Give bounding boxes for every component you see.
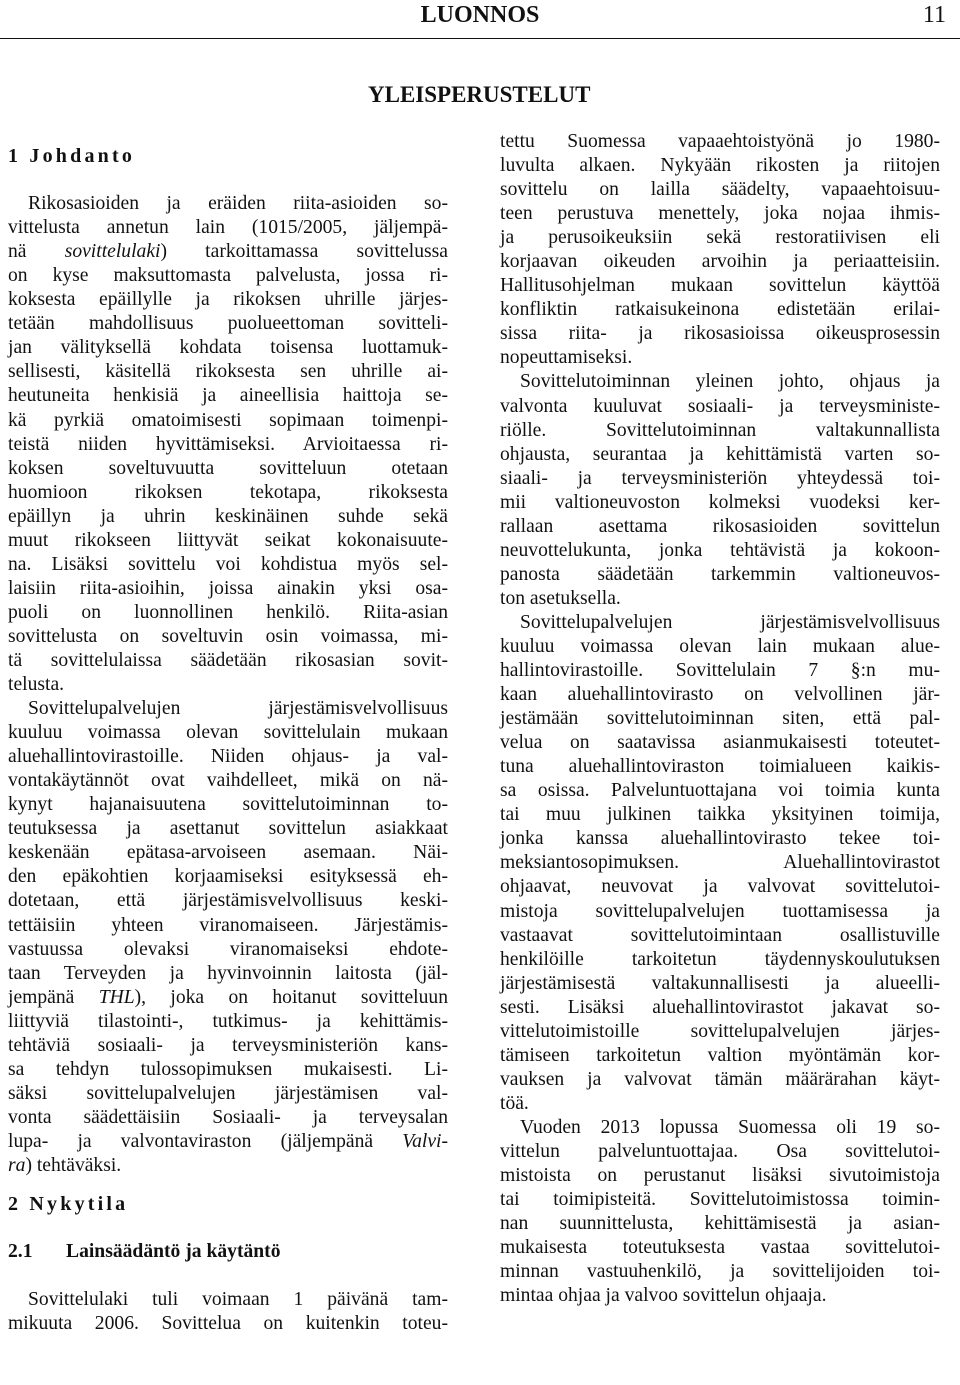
text-line: [500, 659, 940, 683]
text-line: [500, 346, 940, 370]
text-line: [500, 611, 940, 635]
text-segment: laisiin riita-asioihin, joissa ainakin yksi osa-: [8, 577, 448, 599]
text-line: [500, 851, 940, 875]
text-line: [8, 721, 448, 745]
section-heading: YLEISPERUSTELUT: [368, 82, 591, 107]
text-segment: teistä niiden hyvittämiseksi. Arvioitaessa ri-: [8, 433, 448, 455]
text-segment: tämiseen tarkoitetun valtion myöntämän kor-: [500, 1044, 940, 1066]
text-segment: puoli on luonnollinen henkilö. Riita-asian: [8, 601, 448, 623]
spacer: [8, 1178, 448, 1192]
text-line: [500, 1116, 940, 1140]
text-segment: vauksen ja valvovat tämän määrärahan käyt-: [500, 1068, 940, 1090]
text-segment: mistoista on perustanut lisäksi sivutoimistoja: [500, 1165, 940, 1187]
text-segment: nä: [8, 241, 65, 263]
text-segment: rallaan asettama rikosasioiden sovittelun: [500, 515, 940, 537]
text-segment: teen perustuva menettely, joka nojaa ihmis-: [500, 203, 940, 225]
text-line: [500, 491, 940, 515]
text-segment: na. Lisäksi sovittelu voi kohdistua myös sel-: [8, 553, 448, 575]
text-segment: riölle. Sovittelutoiminnan valtakunnallista: [500, 419, 940, 441]
text-segment: telusta.: [8, 674, 65, 696]
text-segment: tä sovittelulaissa säädetään rikosasian sovit-: [8, 649, 448, 671]
text-segment: korjaavan oikeuden arvoihin ja periaatteisiin.: [500, 251, 940, 273]
text-line: [500, 924, 940, 948]
text-line: [8, 817, 448, 841]
text-segment: sissa riita- ja rikosasioissa oikeusprosessin: [500, 323, 940, 345]
text-line: [8, 865, 448, 889]
text-segment: ohjaavat, neuvovat ja valvovat sovittelutoi-: [500, 876, 940, 898]
text-segment: dotetaan, että järjestämisvelvollisuus keski-: [8, 890, 448, 912]
chapter-heading: 2 Nykytila: [8, 1193, 129, 1216]
text-segment: kä pyrkiä omatoimisesti sopimaan toimenpi-: [8, 409, 448, 431]
text-segment: den epäkohtien korjaamiseksi esityksessä eh-: [8, 866, 448, 888]
text-line: [8, 312, 448, 336]
text-segment: ohjausta, seurantaa ja kehittämistä varten so-: [500, 443, 940, 465]
text-segment: vittelusta annetun lain (1015/2005, jäljempä-: [8, 217, 448, 239]
text-segment: tuna aluehallintoviraston toimialueen kaikis-: [500, 756, 940, 778]
text-segment: vastuussa olevaksi viranomaiseksi ehdote-: [8, 938, 448, 960]
text-segment: luvulta alkaen. Nykyään rikosten ja riitojen: [500, 155, 940, 177]
text-segment: nan suunnittelusta, kehittämisestä ja asian-: [500, 1213, 940, 1235]
text-segment: tai toimipisteitä. Sovittelutoimistossa toimin-: [500, 1189, 940, 1211]
text-segment: tettu Suomessa vapaaehtoistyönä jo 1980-: [500, 131, 940, 152]
text-line: [500, 587, 940, 611]
text-segment: neuvottelukunta, jonka tehtävistä ja kokoon-: [500, 539, 940, 561]
text-segment: jonka kanssa aluehallintovirasto tekee toi-: [500, 828, 940, 850]
text-line: [8, 1154, 448, 1178]
text-segment: ), joka on hoitanut sovitteluun: [134, 986, 448, 1008]
text-segment: hallintovirastoille. Sovittelulain 7 §:n mu-: [500, 660, 940, 682]
chapter-heading: 1 Johdanto: [8, 145, 136, 167]
spacer: [8, 1264, 448, 1288]
text-line: [500, 683, 940, 707]
text-segment: ja perusoikeuksiin sekä restoratiivisen eli: [500, 227, 940, 249]
text-segment: vittelutoimistoille sovittelupalvelujen järjes-: [500, 1020, 940, 1042]
text-line: [8, 841, 448, 865]
text-line: [8, 1312, 448, 1336]
text-segment: kuuluu voimassa olevan sovittelulain mukaan: [8, 722, 448, 744]
text-segment: keskenään epätasa-arvoiseen asemaan. Näi-: [8, 842, 448, 864]
text-line: [500, 875, 940, 899]
text-line: [8, 505, 448, 529]
subsection-number: 2.1: [8, 1241, 33, 1263]
text-line: [8, 240, 448, 264]
text-line: [500, 972, 940, 996]
text-line: [500, 563, 940, 587]
text-segment: järjestämisestä valtakunnallisesti ja alueelli-: [500, 972, 940, 994]
text-line: [8, 793, 448, 817]
text-line: [8, 577, 448, 601]
text-segment: Vuoden 2013 lopussa Suomessa oli 19 so-: [520, 1116, 940, 1138]
text-line: [8, 889, 448, 913]
text-segment: henkilöille tarkoitetun täydennyskoulutuksen: [500, 948, 940, 970]
text-segment: aluehallintovirastoille. Niiden ohjaus- ja val-: [8, 746, 448, 768]
text-segment: Rikosasioiden ja eräiden riita-asioiden so-: [28, 193, 448, 215]
text-line: [8, 986, 448, 1010]
text-line: [500, 1068, 940, 1092]
text-segment: mikuuta 2006. Sovittelua on kuitenkin toteu-: [8, 1313, 448, 1335]
text-line: [8, 409, 448, 433]
text-segment: sesti. Lisäksi aluehallintovirastot jakavat so-: [500, 996, 940, 1018]
text-segment: töä.: [500, 1092, 529, 1114]
text-line: [500, 515, 940, 539]
subsection-title: Lainsäädäntö ja käytäntö: [66, 1241, 281, 1263]
text-segment: tehtäviä sosiaali- ja terveysministeriön kans-: [8, 1034, 448, 1056]
text-segment: kuuluu voimassa olevan lain mukaan alue-: [500, 635, 940, 657]
text-line: [500, 1020, 940, 1044]
text-segment: valvonta kuuluvat sosiaali- ja terveysministe-: [500, 395, 940, 417]
text-segment: jempänä: [8, 986, 99, 1008]
text-segment: Sovittelutoiminnan yleinen johto, ohjaus ja: [520, 371, 940, 393]
text-line: [500, 755, 940, 779]
text-segment: epäillyn ja uhrin keskinäinen suhde sekä: [8, 505, 448, 527]
text-segment: vittelun palveluntuottajaa. Osa sovittelutoi-: [500, 1140, 940, 1162]
text-segment: Sovittelulaki tuli voimaan 1 päivänä tam-: [28, 1289, 448, 1311]
text-line: [8, 1288, 448, 1312]
text-segment: teutuksessa ja asettanut sovittelun asiakkaat: [8, 818, 448, 840]
text-segment: kaan aluehallintovirasto on velvollinen jär-: [500, 684, 940, 706]
italic-term: sovittelulaki: [64, 241, 161, 263]
text-line: [500, 539, 940, 563]
text-segment: jan välityksellä kohdata toisensa luottamuk-: [8, 337, 448, 359]
text-segment: tai muu julkinen taikka yksityinen toimija,: [500, 804, 940, 826]
text-line: [8, 1010, 448, 1034]
text-line: [500, 1164, 940, 1188]
text-line: [500, 322, 940, 346]
text-line: [8, 914, 448, 938]
subsection-heading: [8, 1240, 448, 1264]
text-line: [8, 192, 448, 216]
text-line: [500, 635, 940, 659]
spacer: [8, 130, 448, 144]
text-segment: vastaavat sovittelutoimintaan osallistuville: [500, 924, 940, 946]
text-line: [8, 962, 448, 986]
text-line: [8, 1106, 448, 1130]
text-segment: heutuneita henkisiä ja aineellisia haittoja se-: [8, 385, 448, 407]
text-line: [8, 216, 448, 240]
text-line: [500, 1044, 940, 1068]
text-line: [500, 1260, 940, 1284]
text-line: [500, 202, 940, 226]
text-line: [500, 1140, 940, 1164]
text-line: [8, 625, 448, 649]
text-segment: Hallitusohjelman mukaan sovittelun käyttöä: [500, 275, 940, 297]
text-segment: ) tehtäväksi.: [25, 1154, 122, 1176]
text-line: [8, 601, 448, 625]
text-line: [8, 457, 448, 481]
text-line: [8, 1034, 448, 1058]
text-line: [500, 900, 940, 924]
text-line: [500, 996, 940, 1020]
text-segment: koksesta epäillylle ja rikoksen uhrille järjes-: [8, 289, 448, 311]
text-line: [500, 1092, 940, 1116]
text-line: [500, 154, 940, 178]
text-line: [500, 226, 940, 250]
text-segment: sa osissa. Palveluntuottajana voi toimia kunta: [500, 780, 940, 802]
text-line: [500, 948, 940, 972]
text-segment: Sovittelupalvelujen järjestämisvelvollisuus: [520, 611, 940, 633]
text-segment: taan Terveyden ja hyvinvoinnin laitosta (jäl-: [8, 962, 448, 984]
text-segment: kynyt hajanaisuutena sovittelutoiminnan to-: [8, 794, 448, 816]
text-segment: vontakäytännöt ovat vaihdelleet, mikä on nä-: [8, 770, 448, 792]
text-segment: sovittelu on lailla säädelty, vapaaehtoisuu-: [500, 179, 940, 201]
text-segment: vonta säädettäisiin Sosiaali- ja terveysalan: [8, 1106, 448, 1128]
text-line: [8, 745, 448, 769]
text-segment: huomioon rikoksen tekotapa, rikoksesta: [8, 481, 448, 503]
text-segment: ton asetuksella.: [500, 587, 621, 609]
text-segment: koksen soveltuvuutta sovitteluun otetaan: [8, 457, 448, 479]
text-line: [8, 529, 448, 553]
left-text-column: [8, 130, 448, 1336]
text-segment: siaali- ja terveysministeriön yhteydessä toi-: [500, 467, 940, 489]
text-segment: minnan vastuuhenkilö, ja sovittelijoiden toi-: [500, 1261, 940, 1283]
text-segment: sa tehdyn tulossopimuksen mukaisesti. Li-: [8, 1058, 448, 1080]
text-line: [8, 1082, 448, 1106]
text-line: [500, 803, 940, 827]
text-line: [8, 360, 448, 384]
text-segment: ) tarkoittamassa sovittelussa: [160, 241, 448, 263]
text-line: [500, 443, 940, 467]
text-line: [8, 336, 448, 360]
text-line: [500, 1188, 940, 1212]
text-line: [500, 274, 940, 298]
text-line: [500, 298, 940, 322]
text-line: [8, 673, 448, 697]
text-segment: sellisesti, käsitellä rikoksesta sen uhrille ai-: [8, 361, 448, 383]
text-segment: tetään mahdollisuus puolueettoman sovitteli-: [8, 313, 448, 335]
text-line: [500, 178, 940, 202]
text-line: [8, 264, 448, 288]
text-segment: liittyviä tilastointi-, tutkimus- ja kehittämis-: [8, 1010, 448, 1032]
text-line: [8, 649, 448, 673]
text-line: [500, 731, 940, 755]
document-status-label: LUONNOS: [420, 2, 540, 28]
text-segment: nopeuttamiseksi.: [500, 347, 633, 369]
text-segment: mintaa ohjaa ja valvoo sovittelun ohjaaja.: [500, 1285, 827, 1307]
text-line: [8, 769, 448, 793]
italic-term: Valvi-: [402, 1130, 448, 1152]
text-line: [8, 553, 448, 577]
text-line: [500, 395, 940, 419]
text-segment: meksiantosopimuksen. Aluehallintovirastot: [500, 852, 940, 874]
text-segment: mukaisesta toteutuksesta vastaa sovittelutoi-: [500, 1237, 940, 1259]
text-segment: muut rikokseen liittyvät seikat kokonaisuute-: [8, 529, 448, 551]
text-line: [500, 779, 940, 803]
text-line: [8, 697, 448, 721]
spacer: [8, 168, 448, 192]
text-segment: tettäisiin yhteen viranomaiseen. Järjestämis-: [8, 914, 448, 936]
text-segment: mistoja sovittelupalvelujen tuottamisessa ja: [500, 900, 940, 922]
header-divider: [0, 38, 960, 39]
page-number: 11: [922, 2, 946, 28]
text-line: [8, 1130, 448, 1154]
text-line: [8, 938, 448, 962]
right-text-column: [500, 130, 940, 1308]
text-line: [8, 288, 448, 312]
text-line: [500, 467, 940, 491]
text-line: [500, 130, 940, 154]
text-line: [500, 370, 940, 394]
text-line: [8, 1058, 448, 1082]
italic-term: ra: [8, 1154, 26, 1176]
text-line: [8, 481, 448, 505]
text-line: [500, 250, 940, 274]
text-line: [500, 707, 940, 731]
text-line: [500, 1284, 940, 1308]
text-line: [8, 384, 448, 408]
text-segment: jestämään sovittelutoiminnan siten, että pal-: [500, 708, 940, 730]
text-segment: Sovittelupalvelujen järjestämisvelvollisuus: [28, 698, 448, 720]
text-segment: konfliktin ratkaisukeinona edistetään erilai-: [500, 299, 940, 321]
text-line: [500, 1212, 940, 1236]
text-segment: on kyse maksuttomasta palvelusta, jossa ri-: [8, 265, 448, 287]
text-line: [500, 827, 940, 851]
text-line: [500, 1236, 940, 1260]
text-segment: velua on saatavissa asianmukaisesti toteutet-: [500, 732, 940, 754]
text-segment: panosta säädetään tarkemmin valtioneuvos-: [500, 563, 940, 585]
text-segment: sovittelusta on soveltuvin osin voimassa, mi-: [8, 625, 448, 647]
text-segment: säksi sovittelupalvelujen järjestämisen val-: [8, 1082, 448, 1104]
text-segment: lupa- ja valvontaviraston (jäljempänä: [8, 1130, 403, 1152]
italic-term: THL: [98, 986, 135, 1008]
text-line: [500, 419, 940, 443]
text-line: [8, 433, 448, 457]
text-segment: mii valtioneuvoston kolmeksi vuodeksi ker-: [500, 491, 940, 513]
spacer: [8, 1216, 448, 1240]
